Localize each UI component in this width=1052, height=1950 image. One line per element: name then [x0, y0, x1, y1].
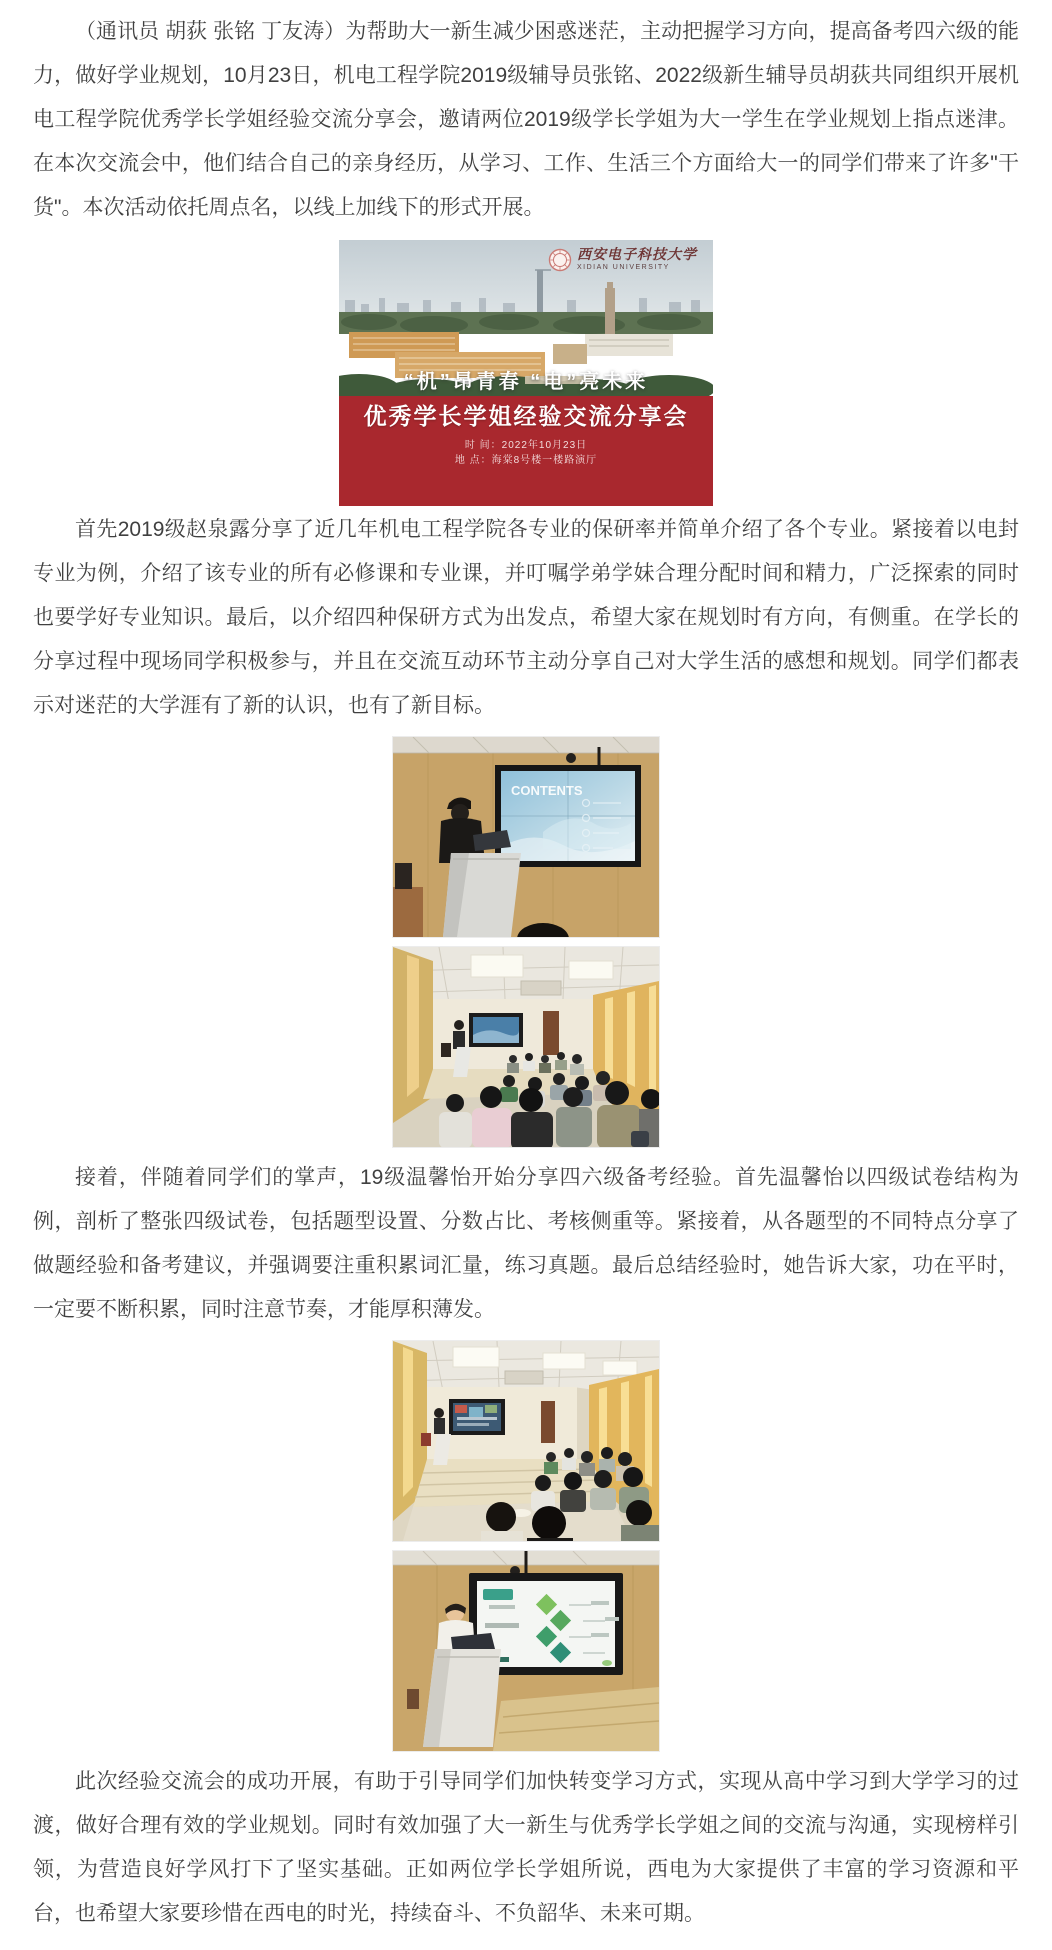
- photo-speaker-green-slide-illustration: [393, 1551, 659, 1751]
- photo-speaker-contents-illustration: [393, 737, 659, 937]
- photo-audience-room-illustration: [393, 947, 659, 1147]
- banner-time: 时 间：2022年10月23日: [464, 440, 588, 451]
- university-logo: [548, 248, 697, 272]
- banner-location: 地 点：海棠8号楼一楼路演厅: [454, 455, 598, 466]
- banner-event-poster: [339, 240, 713, 506]
- photo-room-wide-view: [392, 1340, 660, 1542]
- banner-slogan: “机”昂青春 “电”亮未来: [403, 371, 649, 393]
- banner-title: 优秀学长学姐经验交流分享会: [363, 403, 689, 429]
- university-name: 西安电子科技大学: [577, 248, 697, 263]
- article-paragraph-senior-sharing: 首先2019级赵泉露分享了近几年机电工程学院各专业的保研率并简单介绍了各个专业。紧接着以电封专业为例，介绍了该专业的所有必修课和专业课，并叮嘱学弟学妹合理分配时间和精力，广泛探索的同时也要学好专业知识。最后，以介绍四种保研方式为出发点，希望大家在规划时有方向，有侧重。在学长的分享过程中现场同学积极参与，并且在交流互动环节主动分享自己对大学生活的感想和规划。同学们都表示对迷茫的大学涯有了新的认识，也有了新目标。: [33, 518, 1019, 717]
- university-name-en: XIDIAN UNIVERSITY: [577, 264, 670, 271]
- slide-title-text: CONTENTS: [511, 783, 583, 798]
- banner-campus-photo: [339, 240, 713, 396]
- article-paragraph-intro: （通讯员 胡荻 张铭 丁友涛）为帮助大一新生减少困惑迷茫，主动把握学习方向，提高备考四六级的能力，做好学业规划，10月23日，机电工程学院2019级辅导员张铭、2022级新生辅导员胡荻共同组织开展机电工程学院优秀学长学姐经验交流分享会，邀请两位2019级学长学姐为大一学生在学业规划上指点迷津。在本次交流会中，他们结合自己的亲身经历，从学习、工作、生活三个方面给大一的同学们带来了许多"干货"。本次活动依托周点名，以线上加线下的形式开展。: [33, 20, 1019, 219]
- university-emblem-icon: [548, 248, 572, 272]
- photo-room-wide-illustration: [393, 1341, 659, 1541]
- banner-red-panel: [339, 396, 713, 506]
- article-paragraph-cet-sharing: 接着，伴随着同学们的掌声，19级温馨怡开始分享四六级备考经验。首先温馨怡以四级试卷结构为例，剖析了整张四级试卷，包括题型设置、分数占比、考核侧重等。紧接着，从各题型的不同特点分享了做题经验和备考建议，并强调要注重积累词汇量，练习真题。最后总结经验时，她告诉大家，功在平时，一定要不断积累，同时注意节奏，才能厚积薄发。: [33, 1166, 1019, 1321]
- photo-speaker-contents-slide: [392, 736, 660, 938]
- article-paragraph-conclusion: 此次经验交流会的成功开展，有助于引导同学们加快转变学习方式，实现从高中学习到大学学习的过渡，做好合理有效的学业规划。同时有效加强了大一新生与优秀学长学姐之间的交流与沟通，实现榜样引领，为营造良好学风打下了坚实基础。正如两位学长学姐所说，西电为大家提供了丰富的学习资源和平台，也希望大家要珍惜在西电的时光，持续奋斗、不负韶华、未来可期。: [33, 1770, 1019, 1925]
- photo-audience-room: [392, 946, 660, 1148]
- photo-speaker-green-slide: [392, 1550, 660, 1752]
